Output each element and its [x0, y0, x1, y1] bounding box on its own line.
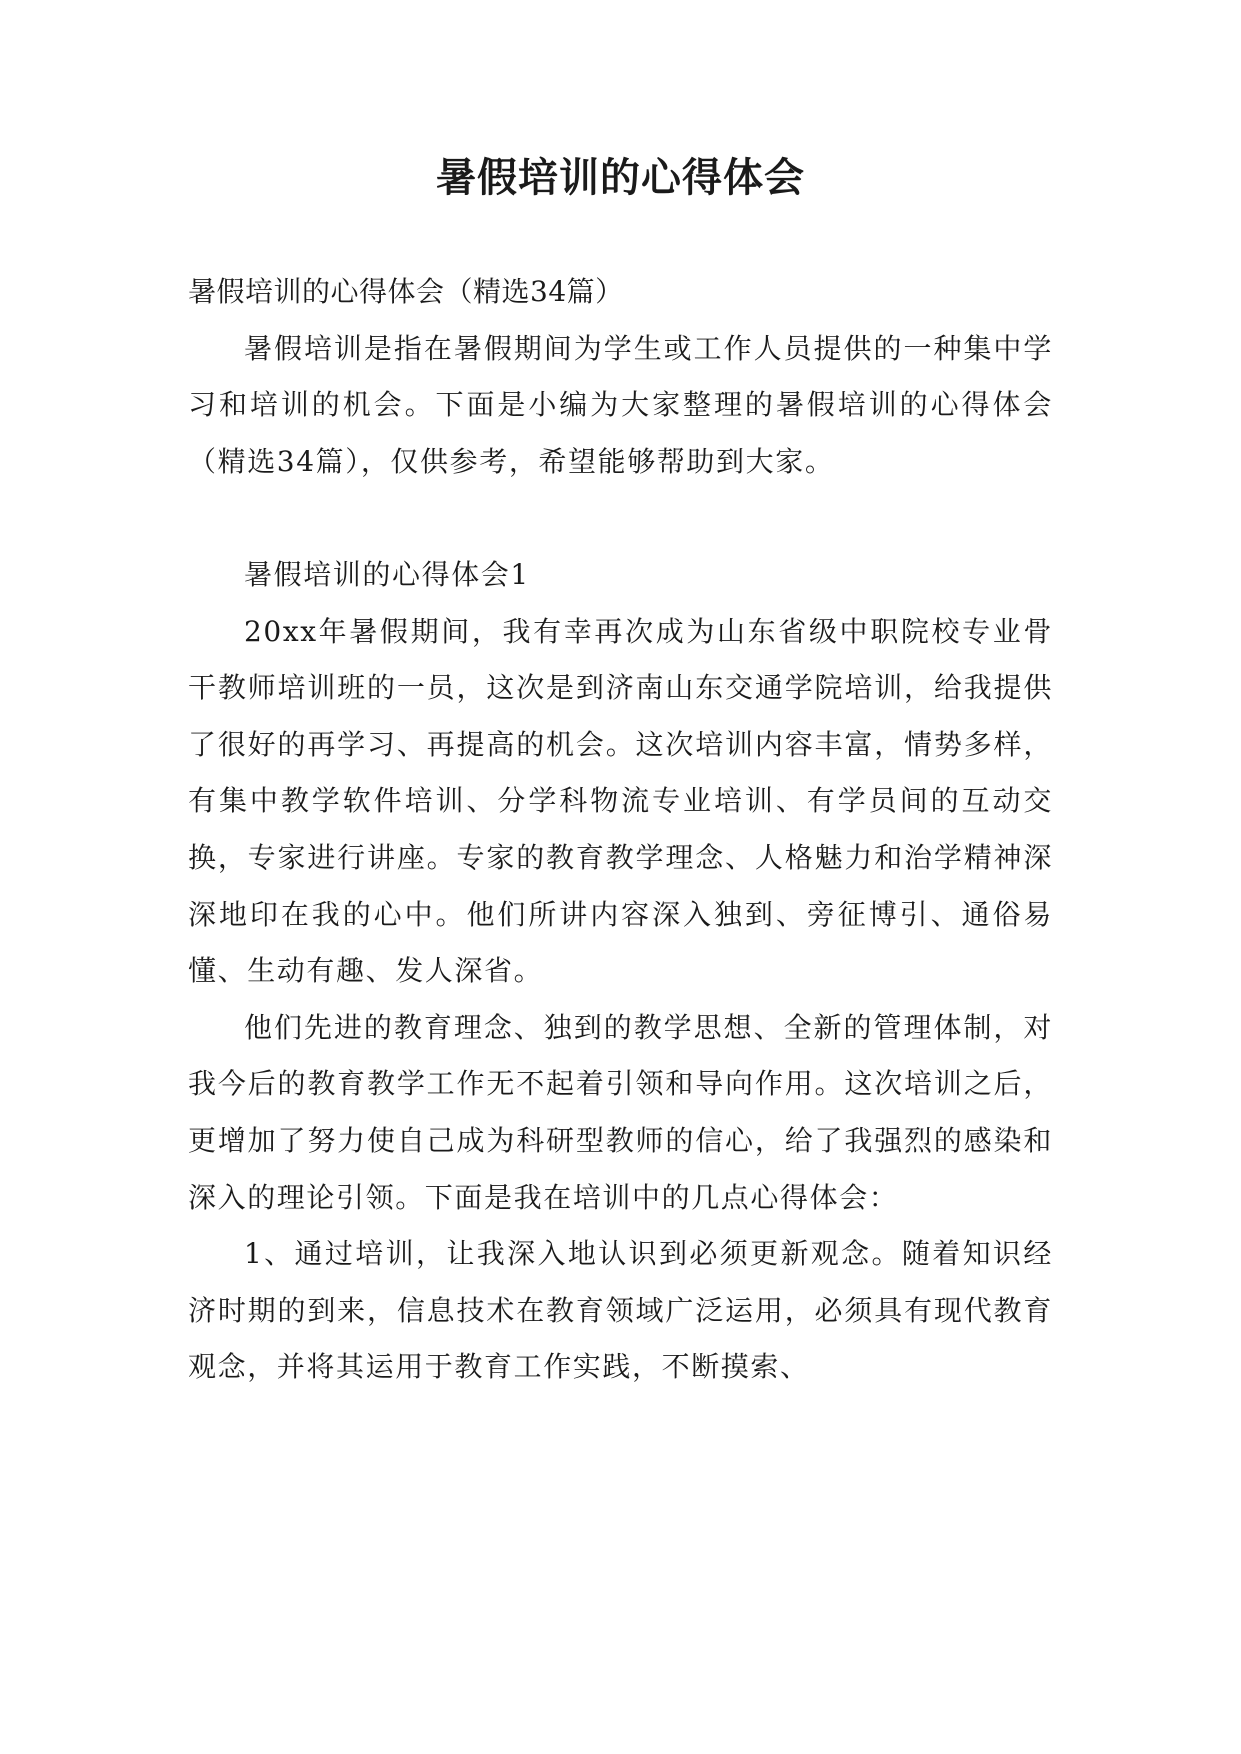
section-heading: 暑假培训的心得体会1 [244, 557, 530, 591]
body-paragraph: 20xx年暑假期间，我有幸再次成为山东省级中职院校专业骨干教师培训班的一员，这次是到济南山东交通学院培训，给我提供了很好的再学习、再提高的机会。这次培训内容丰富，情势多样，有集中教学软件培训、分学科物流专业培训、有学员间的互动交换，专家进行讲座。专家的教育教学理念、人格魅力和治学精神深深地印在我的心中。他们所讲内容深入独到、旁征博引、通俗易懂、生动有趣、发人深省。 [188, 614, 1053, 988]
document-body [188, 264, 1053, 1396]
body-paragraph: 1、通过培训，让我深入地认识到必须更新观念。随着知识经济时期的到来，信息技术在教育领域广泛运用，必须具有现代教育观念，并将其运用于教育工作实践，不断摸索、 [188, 1237, 1053, 1384]
document-title: 暑假培训的心得体会 [436, 155, 805, 201]
paragraph-spacer [188, 490, 1053, 547]
intro-paragraph: 暑假培训是指在暑假期间为学生或工作人员提供的一种集中学习和培训的机会。下面是小编为大家整理的暑假培训的心得体会（精选34篇），仅供参考，希望能够帮助到大家。 [188, 331, 1053, 478]
body-paragraph: 他们先进的教育理念、独到的教学思想、全新的管理体制，对我今后的教育教学工作无不起着引领和导向作用。这次培训之后，更增加了努力使自己成为科研型教师的信心，给了我强烈的感染和深入的理论引领。下面是我在培训中的几点心得体会： [188, 1010, 1053, 1214]
document-subtitle: 暑假培训的心得体会（精选34篇） [188, 275, 624, 308]
